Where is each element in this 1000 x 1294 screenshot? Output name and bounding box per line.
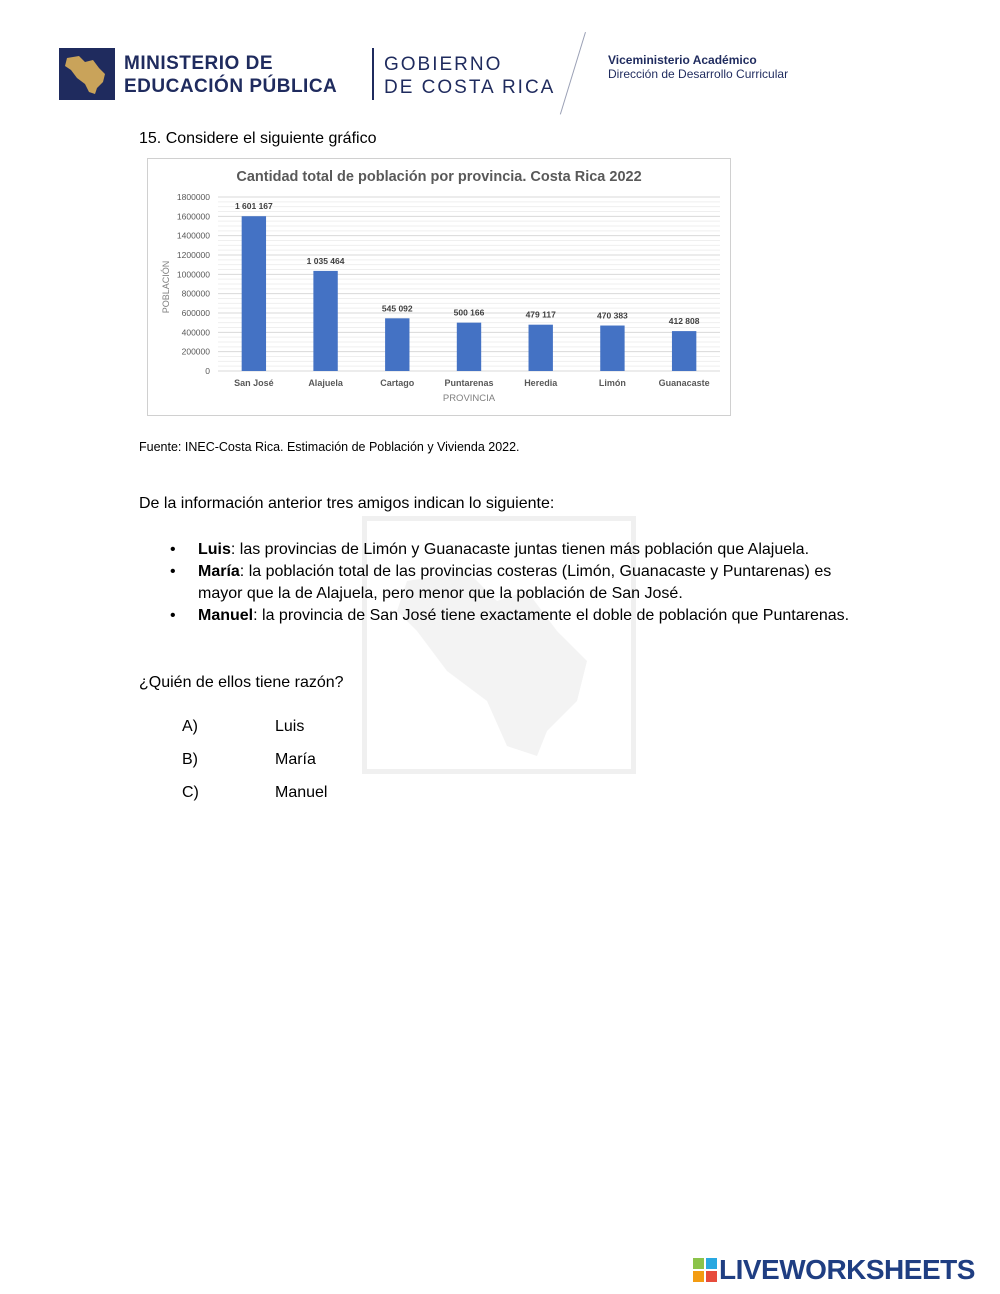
statement-name: Manuel xyxy=(198,607,254,624)
statement-name: Luis xyxy=(198,541,231,558)
option-text: Luis xyxy=(275,718,305,735)
y-tick-label: 0 xyxy=(205,366,210,376)
header-divider xyxy=(372,48,374,100)
population-chart xyxy=(147,158,731,416)
bar-value-label: 545 092 xyxy=(381,303,413,314)
ministry-line1: MINISTERIO DE xyxy=(124,53,274,74)
statement-text: : las provincias de Limón y Guanacaste juntas tienen más población que Alajuela. xyxy=(230,541,810,558)
chart-svg xyxy=(148,159,730,415)
gov-line2: DE COSTA RICA xyxy=(384,77,556,98)
x-tick-label: Heredia xyxy=(524,378,558,388)
bullet-icon: • xyxy=(170,607,176,624)
statement-manuel xyxy=(170,605,860,627)
option-letter: A) xyxy=(182,718,198,735)
bar xyxy=(672,331,696,371)
question-title: 15. Considere el siguiente gráfico xyxy=(139,130,377,147)
y-tick-label: 1200000 xyxy=(176,250,210,260)
x-tick-label: San José xyxy=(234,378,274,388)
bar xyxy=(529,325,553,371)
vice-title: Viceministerio Académico xyxy=(608,53,757,67)
y-tick-label: 400000 xyxy=(181,327,210,338)
y-tick-label: 1800000 xyxy=(176,192,210,202)
bar xyxy=(313,271,337,371)
y-tick-label: 800000 xyxy=(181,288,210,299)
x-tick-label: Alajuela xyxy=(308,378,343,388)
y-tick-label: 1600000 xyxy=(176,211,210,222)
x-tick-label: Limón xyxy=(598,378,626,388)
bullet-icon: • xyxy=(170,563,176,580)
liveworksheets-logo-icon xyxy=(693,1258,717,1282)
costa-rica-map-logo xyxy=(59,48,115,100)
statement-text: : la población total de las provincias costeras (Limón, Guanacaste y Puntarenas) es mayor que la de Alajuela, pero menor que la población de San José. xyxy=(198,563,832,602)
bar-value-label: 1 035 464 xyxy=(306,255,345,266)
question-prompt: ¿Quién de ellos tiene razón? xyxy=(139,674,344,691)
statement-list xyxy=(170,539,860,627)
bar-value-label: 1 601 167 xyxy=(234,201,273,212)
option-text: María xyxy=(275,751,316,768)
ministry-name xyxy=(124,52,337,98)
ministry-line2: EDUCACIÓN PÚBLICA xyxy=(124,76,338,97)
bar-value-label: 500 166 xyxy=(453,307,485,318)
y-tick-label: 1000000 xyxy=(176,269,210,280)
bar-value-label: 470 383 xyxy=(597,310,628,321)
option-letter: B) xyxy=(182,751,198,768)
liveworksheets-text: LIVEWORKSHEETS xyxy=(719,1254,975,1285)
y-tick-label: 1400000 xyxy=(176,230,210,241)
y-tick-label: 200000 xyxy=(181,346,210,357)
chart-title: Cantidad total de población por provincia. Costa Rica 2022 xyxy=(236,169,642,185)
vice-ministry xyxy=(608,53,788,81)
x-tick-label: Puntarenas xyxy=(444,378,494,388)
statement-maria xyxy=(170,561,860,605)
x-axis-label: PROVINCIA xyxy=(442,393,496,404)
intro-text: De la información anterior tres amigos indican lo siguiente: xyxy=(139,495,555,512)
statement-text: : la provincia de San José tiene exactamente el doble de población que Puntarenas. xyxy=(253,607,850,624)
source-note: Fuente: INEC-Costa Rica. Estimación de Población y Vivienda 2022. xyxy=(139,440,520,454)
government-name xyxy=(384,53,555,99)
statement-name: María xyxy=(198,563,240,580)
vice-subtitle: Dirección de Desarrollo Curricular xyxy=(608,67,789,81)
y-tick-label: 600000 xyxy=(181,308,210,318)
bar xyxy=(457,323,481,371)
x-tick-label: Guanacaste xyxy=(658,378,710,388)
bar-value-label: 412 808 xyxy=(668,316,700,327)
bar xyxy=(242,216,266,371)
option-letter: C) xyxy=(182,784,199,801)
x-tick-label: Cartago xyxy=(380,378,415,388)
bar-value-label: 479 117 xyxy=(525,309,556,320)
header-slash-divider xyxy=(560,32,586,115)
gov-line1: GOBIERNO xyxy=(384,54,503,75)
option-text: Manuel xyxy=(275,784,328,801)
y-axis-label: POBLACIÓN xyxy=(161,260,171,314)
statement-luis xyxy=(170,539,860,561)
bar xyxy=(385,318,409,371)
bullet-icon: • xyxy=(170,541,176,558)
bar xyxy=(600,326,624,371)
